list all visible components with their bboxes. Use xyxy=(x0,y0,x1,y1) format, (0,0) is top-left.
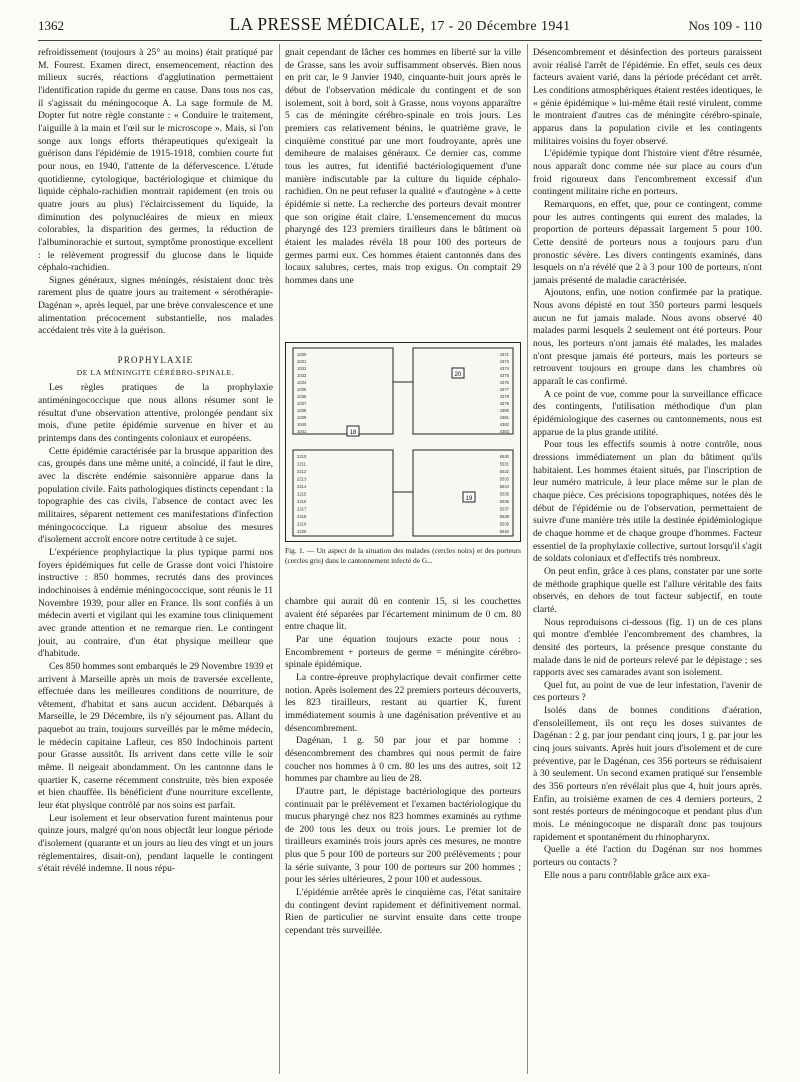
plan-frame xyxy=(286,343,521,542)
barracks-plan-figure xyxy=(285,342,521,542)
bed-number: 1032 xyxy=(297,366,307,371)
section-title: PROPHYLAXIE xyxy=(117,355,194,366)
bed-number: 4377 xyxy=(499,387,509,392)
bed-number: 2216 xyxy=(297,499,307,504)
paragraph: A ce point de vue, comme pour la surveillance efficace des contingents, l'utilisation méthodique d'un plan épidémiologique des casernes ou cantonnements, nous est apparue de la plus grande utilité. xyxy=(533,388,762,438)
journal-name: LA PRESSE MÉDICALE, xyxy=(229,14,426,34)
paragraph: Quel fut, au point de vue de leur infestation, l'avenir de ces porteurs ? xyxy=(533,679,762,704)
column-1 xyxy=(38,47,273,876)
column-3 xyxy=(533,47,762,882)
paragraph: Pour tous les effectifs soumis à notre contrôle, nous dressions immédiatement un plan du bâtiment qu'ils habitaient. Les hommes étaient situés, par l'inscription de leur numéro matricule, à leur place même sur le plan de chaque pièce. Ces précisions topographiques, notées dès le début de l'épidémie ou de l'observation, permettaient de suivre d'une manière très utile la destinée épidémiologique de chaque homme et de chaque groupe d'hommes. Facteur essentiel de la prophylaxie collective, surtout lorsqu'il s'agit de soldats coloniaux et d'effectifs très nombreux. xyxy=(533,439,762,565)
issue-date: 17 - 20 Décembre 1941 xyxy=(429,19,571,34)
paragraph: Elle nous a paru contrôlable grâce aux exa- xyxy=(544,869,710,881)
bed-number: 5530 xyxy=(499,454,509,459)
paragraph: L'épidémie arrêtée après le cinquième cas, l'état sanitaire du contingent devint rapidement et définitivement normal. Rien de particulier ne survint ensuite dans cette troupe cependant très surveillée. xyxy=(285,887,521,937)
page-number: 1362 xyxy=(38,18,64,33)
bed-number: 1036 xyxy=(297,394,307,399)
paragraph: Signes généraux, signes méningés, résistaient donc très rarement plus de quatre jours au traitement « sérothérapie-Dagénan », après lequel, par une brève convalescence et une alimentation précocement substantielle, nos malades accédaient très vite à la guérison. xyxy=(38,274,273,337)
bed-number: 1031 xyxy=(297,359,307,364)
paragraph: Désencombrement et désinfection des porteurs paraissent avoir réalisé l'arrêt de l'épidémie. En effet, seuls ces deux facteurs avaient varié, dans la période précédant cet arrêt. Les conditions atmosphériques étaient restées identiques, le « génie épidémique » lui-même était resté virulent, comme le montraient d'autres cas de méningite cérébro-spinale, apparus dans la population civile et les contingents militaires voisins du foyer observé. xyxy=(533,47,762,147)
bed-number: 2215 xyxy=(297,491,307,497)
bed-number: 1038 xyxy=(297,408,307,413)
section-subtitle: DE LA MÉNINGITE CÉRÉBRO-SPINALE. xyxy=(76,367,235,377)
paragraph: Quelle a été l'action du Dagénan sur nos hommes porteurs ou contacts ? xyxy=(533,844,762,868)
column-rule xyxy=(527,44,528,1074)
bed-number: 2217 xyxy=(297,506,307,512)
paragraph: D'autre part, le dépistage bactériologique des porteurs continuait par le prélèvement et l'examen bactériologique du mucus pharyngé chez nos 823 hommes examinés au rythme de 200 tous les deux ou trois jours. Le premier lot de tirailleurs examinés trois jours après ces mesures, ne montre plus que 5 pour 100 de porteurs sur 200 prélèvements ; pour la série suivante, 3 pour 100 de porteurs sur 200 hommes ; pour les séries ultérieures, 2 pour 100 et audessous. xyxy=(285,785,521,886)
paragraph: Les règles pratiques de la prophylaxie antiméningococcique que nous allons résumer sont le résultat d'une observation attentive, prolongée pendant six mois, d'une petite épidémie survenue en hiver et au printemps dans des contingents coloniaux et européens. xyxy=(38,382,273,445)
bed-number: 4375 xyxy=(499,373,509,378)
paragraph: Remarquons, en effet, que, pour ce contingent, comme pour les autres contingents qui eurent des malades, la proportion de porteurs dépassait largement 5 pour 100. Cette densité de porteurs nous a toujours paru d'un pronostic sévère. Les divers contingents examinés, dans lesquels on n'a révélé que 2 à 3 pour 100 de porteurs, n'ont jamais présenté de maladie caractérisée. xyxy=(533,198,762,286)
bed-number: 2212 xyxy=(297,469,307,474)
bed-number: 5533 xyxy=(499,476,509,482)
bed-number: 1037 xyxy=(297,401,307,406)
room-label: 20 xyxy=(454,372,462,378)
bed-number: 2220 xyxy=(297,529,307,534)
paragraph: La contre-épreuve prophylactique devait confirmer cette notion. Après isolement des 22 premiers porteurs découverts, les 823 tirailleurs, restant au quartier K, furent immédiatement soumis à une dagénisation préventive et au désencombrement. xyxy=(285,671,521,734)
paragraph: Dagénan, 1 g. 50 par jour et par homme : désencombrement des chambres qui nous permit de faire coucher nos hommes à 0 cm. 80 les uns des autres, soit 12 hommes par chambre au lieu de 28. xyxy=(285,735,521,785)
running-header xyxy=(38,14,762,38)
bed-number: 4371 xyxy=(499,352,509,357)
column-2-top xyxy=(285,47,521,287)
header-rule xyxy=(38,40,762,41)
bed-number: 5538 xyxy=(499,514,509,519)
bed-number: 2218 xyxy=(297,514,307,519)
room-label: 18 xyxy=(349,430,357,436)
paragraph: Isolés dans de bonnes conditions d'aération, d'ensoleillement, ils ont reçu les doses suivantes de Dagénan : 2 g. par jour pendant cinq jours, 1 g. par jour les cinq jours suivants. Après huit jours d'isolement et de cure préventive, par le Dagénan, ces 356 porteurs se réduisaient à 30 seulement. Un second examen pratiqué sur l'ensemble des 356 porteurs n'en révélait plus que 4, huit jours après. Enfin, au troisième examen de ces 4 derniers porteurs, 2 sont restés porteurs de méningocoque et pendant plus d'un mois. Le méningocoque ne disparaît donc pas toujours rapidement et spontanément du rhinopharynx. xyxy=(533,705,762,843)
bed-number: 4376 xyxy=(499,380,509,385)
bed-number: 1039 xyxy=(297,415,307,420)
bed-number: 5540 xyxy=(499,529,509,534)
bed-number: 4373 xyxy=(499,359,509,364)
bed-number: 1030 xyxy=(297,352,307,357)
bed-number: 4374 xyxy=(499,366,509,371)
paragraph: chambre qui aurait dû en contenir 15, si les couchettes avaient été séparées par l'écartement minimum de 0 cm. 80 entre chaque lit. xyxy=(285,596,521,633)
bed-number: 5532 xyxy=(499,469,509,474)
bed-number: 2210 xyxy=(297,454,307,459)
bed-number: 5534 xyxy=(499,484,509,489)
bed-number: 2214 xyxy=(297,484,307,489)
bed-number: 1041 xyxy=(297,429,307,434)
bed-number: 1040 xyxy=(297,422,307,427)
paragraph: Par une équation toujours exacte pour nous : Encombrement + porteurs de germe = méningite cérébro-spinale épidémique. xyxy=(285,633,521,671)
barracks-plan xyxy=(285,342,521,542)
paragraph: Cette épidémie caractérisée par la brusque apparition des cas, groupés dans une même unité, a coïncidé, il faut le dire, avec la discrète endémie saisonnière apparue dans la population civile. Faits pathologiques distincts cependant : la topographie des cas civils, l'absence de contact avec les militaires, séparent nettement ces manifestations d'infection méningococcique. La rigueur absolue des mesures d'isolement accroît encore notre certitude à ce sujet. xyxy=(38,445,273,546)
bed-number: 5539 xyxy=(499,521,509,527)
bed-number: 4381 xyxy=(499,415,509,420)
bed-number: 2213 xyxy=(297,476,307,482)
paragraph: On peut enfin, grâce à ces plans, constater par une sorte de méthode graphique quelle est l'allure véritable des faits observés, en dehors de tout facteur subjectif, en toute clarté. xyxy=(533,565,762,615)
journal-title-line xyxy=(38,14,762,35)
paragraph: L'épidémie typique dont l'histoire vient d'être résumée, nous apparaît donc comme née sur place au cours d'un froid rigoureux dans l'encombrement excessif d'un contingent militaire riche en porteurs. xyxy=(533,148,762,198)
figure-caption: Fig. 1. — Un aspect de la situation des malades (cercles noirs) et des porteurs (cercles gris) dans le cantonnement infecté de G... xyxy=(285,546,521,565)
paragraph: gnait cependant de lâcher ces hommes en liberté sur la ville de Grasse, sans les avoir suffisamment observés. Bien nous en prit car, le 9 Janvier 1940, cinquante-huit jours après le début de l'observation médicale du contingent et de son isolement, soit à bord, soit à Grasse, nous voyons apparaître 5 cas de méningite cérébro-spinale en trois jours. Les premiers cas relativement bénins, le quatrième grave, le cinquième constitué par une mort foudroyante, après une demiheure de malaises généraux. Ce dernier cas, comme tous les autres, fut identifié bactériologiquement d'une manière indiscutable par la culture du liquide céphalo-rachidien. On ne peut refuser la qualité « d'autogène » à cette épidémie si nette. La recherche des porteurs devait montrer que son origine était claire. L'ensemencement du mucus pharyngé des 123 premiers tirailleurs dans le bâtiment où étaient les malades révéla 18 pour 100 des porteurs de germes parmi eux. Ces hommes étaient cantonnés dans des locaux salubres, certes, mais trop exigus. On comptait 29 hommes dans une xyxy=(285,47,521,286)
paragraph: refroidissement (toujours à 25° au moins) était pratiqué par M. Fourest. Examen direct, ensemencement, réaction des milieux sucrés, réactions d'agglutination permettaient l'identification rapide du germe en cause. Dans tous nos cas, il s'agissait du méningocoque A. La sage formule de M. Dopter fut notre règle constante : « Conduire le traitement, l'aiguille à la main et l'œil sur le microscope ». Mais, si l'on songe aux longs efforts thérapeutiques qu'exigeait la guérison dans l'épidémie de 1915-1918, combien courte fut pour nous, en 1940, l'attente de la défervescence. L'étude quotidienne, cytologique, bactériologique et chimique du liquide céphalo-rachidien montrait rapidement (en trois ou quatre jours au plus) l'éclaircissement du liquide, la diminution des polynucléaires de mieux en mieux colorables, la disparition des germes, la réduction de l'albuminorachie et surtout, symptôme pronostique excellent : le relèvement progressif du glucose dans le liquide céphalo-rachidien. xyxy=(38,47,273,274)
bed-number: 5531 xyxy=(499,461,509,467)
paragraph: L'expérience prophylactique la plus typique parmi nos foyers épidémiques fut celle de Grasse dont voici l'histoire instructive : 850 hommes, recrutés dans des provinces indochinoises à endémie méningococcique, sont réunis le 11 Novembre 1939, pour aller en France. Ils sont confiés à un médecin averti et vigilant qui les examine tous cliniquement avec grande attention et ne remarque rien. Le contingent jouit, au contraire, d'un état physique meilleur que d'habitude. xyxy=(38,546,273,660)
bed-number: 1034 xyxy=(297,380,307,385)
bed-number: 5535 xyxy=(499,491,509,497)
paragraph: Ajoutons, enfin, une notion confirmée par la pratique. Nous avons dépisté en tout 350 porteurs parmi lesquels aucun ne fut jamais malade. Nous avons observé 40 malades parmi lesquels 2 seulement ont été porteurs. Pour nous, les porteurs n'ont jamais été malades, les malades n'ont presque jamais été porteurs, mais les porteurs se retrouvent toujours en groupe dans les chambres où apparaît le cas confirmé. xyxy=(533,287,762,388)
bed-number: 1035 xyxy=(297,387,307,392)
bed-number: 4380 xyxy=(499,408,509,413)
column-2-bottom xyxy=(285,596,521,938)
bed-number: 4378 xyxy=(499,394,509,399)
bed-number: 2219 xyxy=(297,521,307,527)
bed-number: 2211 xyxy=(297,461,307,467)
paragraph: Ces 850 hommes sont embarqués le 29 Novembre 1939 et arrivent à Marseille après un mois de traversée excellente, effectuée dans les meilleures conditions de nourriture, de vêtement, d'habitat et sans aucun accident. Débarqués à Marseille, le 29 Décembre, ils n'y séjournent pas. Allant du paquebot au train, toujours surveillés par le même médecin, le médecin capitaine Lafleur, ces 850 Indochinois partent pour Grasse aussitôt. Ils arrivent dans cette ville le soir même. Il neigeait abondamment. On les cantonne dans le quartier K, caserne récemment construite, très bien exposée et bien chauffée. Ils bénéficient d'une nourriture excellente, leur état physique contrôlé par nos soins est parfait. xyxy=(38,660,273,812)
column-rule xyxy=(279,44,280,1074)
bed-number: 5537 xyxy=(499,506,509,512)
bed-number: 4379 xyxy=(499,401,509,406)
issue-number: Nos 109 - 110 xyxy=(688,18,762,33)
bed-number: 1033 xyxy=(297,373,307,378)
bed-number: 5536 xyxy=(499,499,509,504)
bed-number: 4383 xyxy=(499,429,509,434)
paragraph: Nous reproduisons ci-dessous (fig. 1) un de ces plans qui montre d'emblée l'encombrement des chambres, la densité des porteurs, la présence presque constante du malade dans le nid de porteurs relevé par le dépistage ; ses rapports avec ses camarades avant son isolement. xyxy=(533,616,762,679)
paragraph: Leur isolement et leur observation furent maintenus pour quinze jours, malgré qu'on nous objectât leur longue période d'isolement (quarante et un jours au lieu des vingt et un jours réglementaires, disait-on), pendant laquelle le contingent s'était révélé indemne. Il nous répu- xyxy=(38,812,273,875)
room-label: 19 xyxy=(465,496,473,502)
bed-number: 4382 xyxy=(499,422,509,427)
